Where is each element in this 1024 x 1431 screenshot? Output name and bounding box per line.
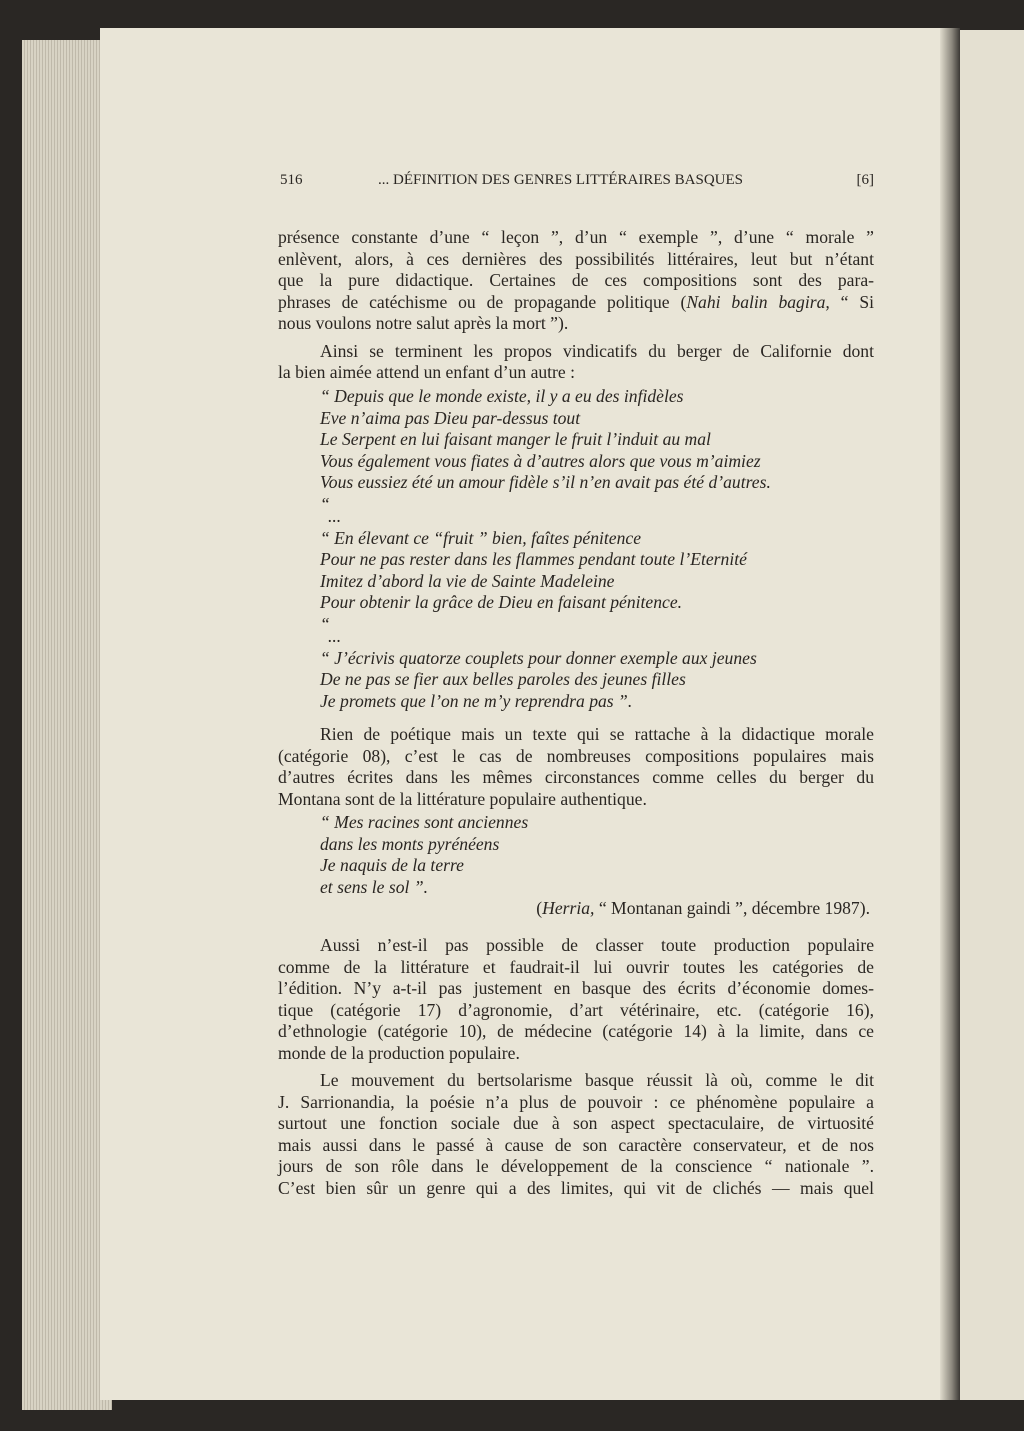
verse-line: “ Depuis que le monde existe, il y a eu des infidèles xyxy=(320,386,684,406)
text-line: la bien aimée attend un enfant d’un autre : xyxy=(278,362,576,382)
text-line: J. Sarrionandia, la poésie n’a plus de pouvoir : ce phénomène populaire a xyxy=(278,1091,874,1112)
page-number: 516 xyxy=(280,172,303,188)
verse-line: “ En élevant ce “fruit ” bien, faîtes pénitence xyxy=(320,527,642,548)
facing-page xyxy=(960,30,1024,1400)
verse-line: “ Mes racines sont anciennes xyxy=(320,812,529,832)
text-line: d’autres écrites dans les mêmes circonstances comme celles du berger du xyxy=(278,767,874,787)
page-stack-edges xyxy=(22,40,112,1410)
verse-line: Pour ne pas rester dans les flammes pendant toute l’Eternité xyxy=(320,549,747,569)
verse-line: Imitez d’abord la vie de Sainte Madeleine xyxy=(320,570,615,591)
verse-line: De ne pas se fier aux belles paroles des jeunes filles xyxy=(320,669,686,689)
paragraph-4 xyxy=(278,935,874,1199)
text-line: tique (catégorie 17) d’agronomie, d’art vétérinaire, etc. (catégorie 16), xyxy=(278,999,874,1020)
verse-line: Vous également vous fiates à d’autres alors que vous m’aimiez xyxy=(320,450,761,471)
verse-line: Je promets que l’on ne m’y reprendra pas ”. xyxy=(320,690,633,711)
verse-line: Vous eussiez été un amour fidèle s’il n’en avait pas été d’autres. xyxy=(320,472,771,492)
verse-line: et sens le sol ”. xyxy=(320,876,429,897)
text-line: comme de la littérature et faudrait-il lui ouvrir toutes les catégories de xyxy=(278,956,874,977)
text-line: enlèvent, alors, à ces dernières des possibilités littéraires, leut but n’étant xyxy=(278,248,874,269)
citation: (Herria, “ Montanan gaindi ”, décembre 1987). xyxy=(536,898,870,918)
text-line: Le mouvement du bertsolarisme basque réussit là où, comme le dit xyxy=(320,1070,874,1090)
text-line: l’édition. N’y a-t-il pas justement en basque des écrits d’économie domes- xyxy=(278,978,874,998)
text-line: surtout une fonction sociale due à son aspect spectaculaire, de virtuosité xyxy=(278,1113,874,1133)
text-line: nous voulons notre salut après la mort ”). xyxy=(278,313,569,333)
verse-line: “ xyxy=(320,613,330,634)
text-line: (catégorie 08), c’est le cas de nombreuses compositions populaires mais xyxy=(278,745,874,766)
text-line: que la pure didactique. Certaines de ces compositions sont des para- xyxy=(278,270,874,290)
text-line: C’est bien sûr un genre qui a des limites, qui vit de clichés — mais quel xyxy=(278,1177,874,1198)
section-number: [6] xyxy=(856,172,874,188)
verse-line: dans les monts pyrénéens xyxy=(320,833,500,854)
verse-line: Pour obtenir la grâce de Dieu en faisant pénitence. xyxy=(320,592,683,612)
verse-line: ... xyxy=(328,625,342,646)
verse-line: ... xyxy=(328,505,342,526)
book-gutter xyxy=(940,28,960,1400)
text-line: Rien de poétique mais un texte qui se rattache à la didactique morale xyxy=(320,724,874,744)
text-line: présence constante d’une “ leçon ”, d’un “ exemple ”, d’une “ morale ” xyxy=(278,227,874,247)
text-line: monde de la production populaire. xyxy=(278,1042,520,1063)
running-title: ... DÉFINITION DES GENRES LITTÉRAIRES BASQUES xyxy=(378,172,743,188)
paragraph-3 xyxy=(278,724,874,810)
verse-line: Je naquis de la terre xyxy=(320,855,464,875)
verse-line: “ xyxy=(320,493,330,514)
poem-1 xyxy=(278,386,874,712)
paragraph-1 xyxy=(278,227,874,384)
text-line: Aussi n’est-il pas possible de classer toute production populaire xyxy=(320,935,874,955)
verse-line: Le Serpent en lui faisant manger le fruit l’induit au mal xyxy=(320,429,711,449)
text-line: phrases de catéchisme ou de propagande politique (Nahi balin bagira, “ Si xyxy=(278,291,874,312)
poem-2 xyxy=(278,812,874,920)
text-line: mais aussi dans le passé à cause de son caractère conservateur, et de nos xyxy=(278,1134,874,1155)
verse-line: “ J’écrivis quatorze couplets pour donner exemple aux jeunes xyxy=(320,647,757,668)
verse-line: Eve n’aima pas Dieu par-dessus tout xyxy=(320,407,581,428)
text-line: jours de son rôle dans le développement de la conscience “ nationale ”. xyxy=(278,1156,874,1176)
text-line: d’ethnologie (catégorie 10), de médecine (catégorie 14) à la limite, dans ce xyxy=(278,1021,874,1041)
text-line: Ainsi se terminent les propos vindicatifs du berger de Californie dont xyxy=(320,340,874,361)
text-line: Montana sont de la littérature populaire authentique. xyxy=(278,788,647,809)
running-header xyxy=(280,172,874,192)
